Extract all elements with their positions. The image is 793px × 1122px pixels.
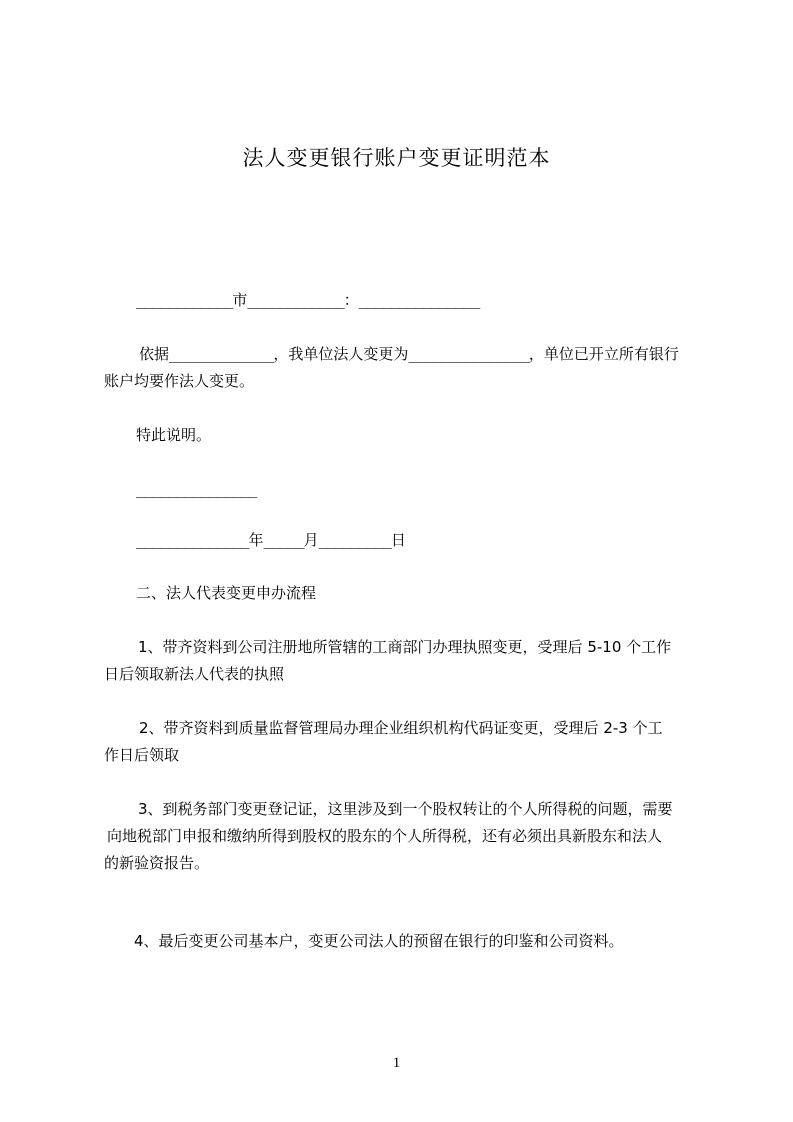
step-2-line: 2、带齐资料到质量监督管理局办理企业组织机构代码证变更，受理后 2-3 个工 bbox=[139, 719, 663, 737]
text: ，我单位法人变更为 bbox=[273, 345, 409, 363]
step-3-line: 向地税部门申报和缴纳所得到股权的股东的个人所得税，还有必须出具新股东和法人 bbox=[107, 827, 663, 845]
year-label: 年 bbox=[248, 531, 264, 549]
paragraph-line bbox=[139, 341, 679, 368]
step-4-line: 4、最后变更公司基本户，变更公司法人的预留在银行的印鉴和公司资料。 bbox=[134, 932, 624, 950]
blank-field: ____________ bbox=[247, 291, 344, 309]
step-1-line: 1、带齐资料到公司注册地所管辖的工商部门办理执照变更，受理后 5-10 个工作 bbox=[138, 638, 672, 656]
blank-field: ______________ bbox=[136, 531, 249, 549]
signature-blank: _______________ bbox=[136, 480, 257, 498]
blank-field: _____________ bbox=[169, 345, 274, 363]
blank-field: ____________ bbox=[136, 291, 233, 309]
blank-field: _______________ bbox=[408, 345, 529, 363]
document-title: 法人变更银行账户变更证明范本 bbox=[242, 146, 551, 170]
section-heading: 二、法人代表变更申办流程 bbox=[136, 584, 317, 602]
blank-field: _________ bbox=[318, 531, 391, 549]
header-line bbox=[136, 287, 479, 314]
blank-field: _____ bbox=[263, 531, 304, 549]
colon-label: ： bbox=[343, 291, 359, 309]
page-number: 1 bbox=[392, 1055, 401, 1071]
step-1-line: 日后领取新法人代表的执照 bbox=[104, 665, 285, 683]
text: 依据 bbox=[139, 345, 170, 363]
city-label: 市 bbox=[232, 291, 248, 309]
paragraph-line: 账户均要作法人变更。 bbox=[104, 372, 255, 390]
step-3-line: 3、到税务部门变更登记证，这里涉及到一个股权转让的个人所得税的问题，需要 bbox=[138, 800, 673, 818]
day-label: 日 bbox=[390, 531, 406, 549]
month-label: 月 bbox=[303, 531, 319, 549]
text: ，单位已开立所有银行 bbox=[528, 345, 679, 363]
blank-field: _______________ bbox=[358, 291, 480, 309]
special-note: 特此说明。 bbox=[136, 426, 212, 444]
step-2-line: 作日后领取 bbox=[104, 746, 180, 764]
step-3-line: 的新验资报告。 bbox=[104, 854, 210, 872]
date-line bbox=[136, 527, 406, 554]
